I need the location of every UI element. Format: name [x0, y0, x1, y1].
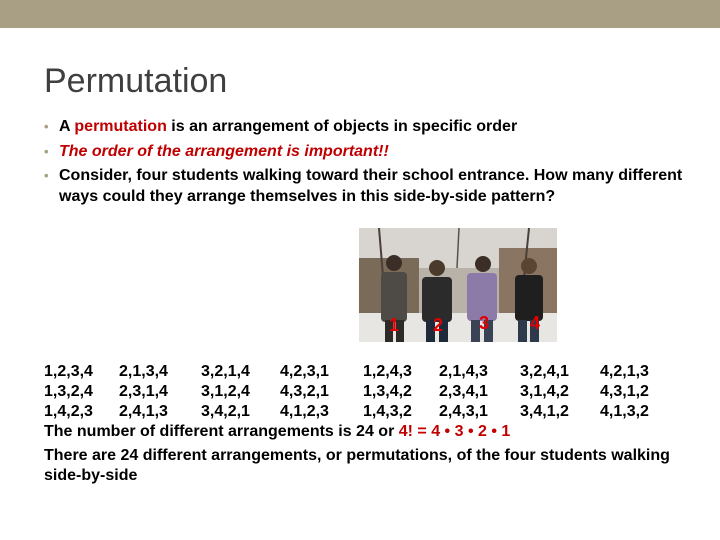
- bullet-item: [44, 142, 684, 163]
- slide-title: Permutation: [44, 62, 228, 100]
- bullet-icon: •: [44, 143, 49, 159]
- permutation-cell: 3,4,1,2: [520, 403, 569, 420]
- permutation-cell: 2,1,4,3: [439, 363, 488, 380]
- bullet-icon: •: [44, 119, 49, 134]
- permutation-cell: 3,2,1,4: [201, 363, 250, 380]
- permutation-cell: 2,4,3,1: [439, 403, 488, 420]
- bullet-item: [44, 166, 684, 207]
- photo-label: 2: [433, 315, 444, 335]
- permutation-cell: 4,3,2,1: [280, 383, 329, 400]
- permutation-cell: 1,3,2,4: [44, 383, 93, 400]
- permutation-cell: 4,1,2,3: [280, 403, 329, 420]
- permutation-cell: 3,1,2,4: [201, 383, 250, 400]
- students-photo: [359, 228, 557, 342]
- permutation-cell: 2,4,1,3: [119, 403, 168, 420]
- highlight-word: permutation: [74, 118, 167, 135]
- permutation-cell: 2,3,4,1: [439, 383, 488, 400]
- permutation-cell: 1,4,2,3: [44, 403, 93, 420]
- count-text: The number of different arrangements is 24 or: [44, 423, 399, 440]
- permutations-list: [44, 362, 684, 486]
- bullet-list: [44, 117, 684, 211]
- permutation-cell: 4,2,1,3: [600, 363, 649, 380]
- permutation-row: [44, 382, 684, 402]
- photo-label: 1: [389, 315, 400, 335]
- permutation-cell: 1,4,3,2: [363, 403, 412, 420]
- top-accent-bar: [0, 0, 720, 28]
- bullet-text: Consider, four students walking toward their school entrance. How many different ways could they arrange themselves in this side-by-side pattern?: [59, 167, 683, 205]
- permutation-cell: 1,2,3,4: [44, 363, 93, 380]
- permutation-row: [44, 362, 684, 382]
- closing-statement: There are 24 different arrangements, or permutations, of the four students walking side-by-side: [44, 447, 670, 484]
- permutation-cell: 1,3,4,2: [363, 383, 412, 400]
- factorial-expression: 4! = 4 • 3 • 2 • 1: [398, 423, 511, 440]
- bullet-item: [44, 117, 684, 138]
- photo-label: 3: [479, 313, 490, 333]
- permutation-cell: 4,1,3,2: [600, 403, 649, 420]
- permutation-cell: 4,3,1,2: [600, 383, 649, 400]
- permutation-cell: 2,3,1,4: [119, 383, 168, 400]
- permutation-cell: 1,2,4,3: [363, 363, 412, 380]
- bullet-text-emphasis: The order of the arrangement is important!!: [59, 142, 389, 160]
- permutation-cell: 3,2,4,1: [520, 363, 569, 380]
- permutation-cell: 3,1,4,2: [520, 383, 569, 400]
- permutation-cell: 3,4,2,1: [201, 403, 250, 420]
- permutation-cell: 4,2,3,1: [280, 363, 329, 380]
- bullet-text: A: [59, 118, 75, 135]
- permutation-cell: 2,1,3,4: [119, 363, 168, 380]
- count-statement: [44, 422, 684, 442]
- photo-label: 4: [530, 313, 541, 333]
- bullet-text: is an arrangement of objects in specific order: [166, 118, 518, 135]
- permutation-row: [44, 402, 684, 422]
- bullet-icon: •: [44, 168, 49, 183]
